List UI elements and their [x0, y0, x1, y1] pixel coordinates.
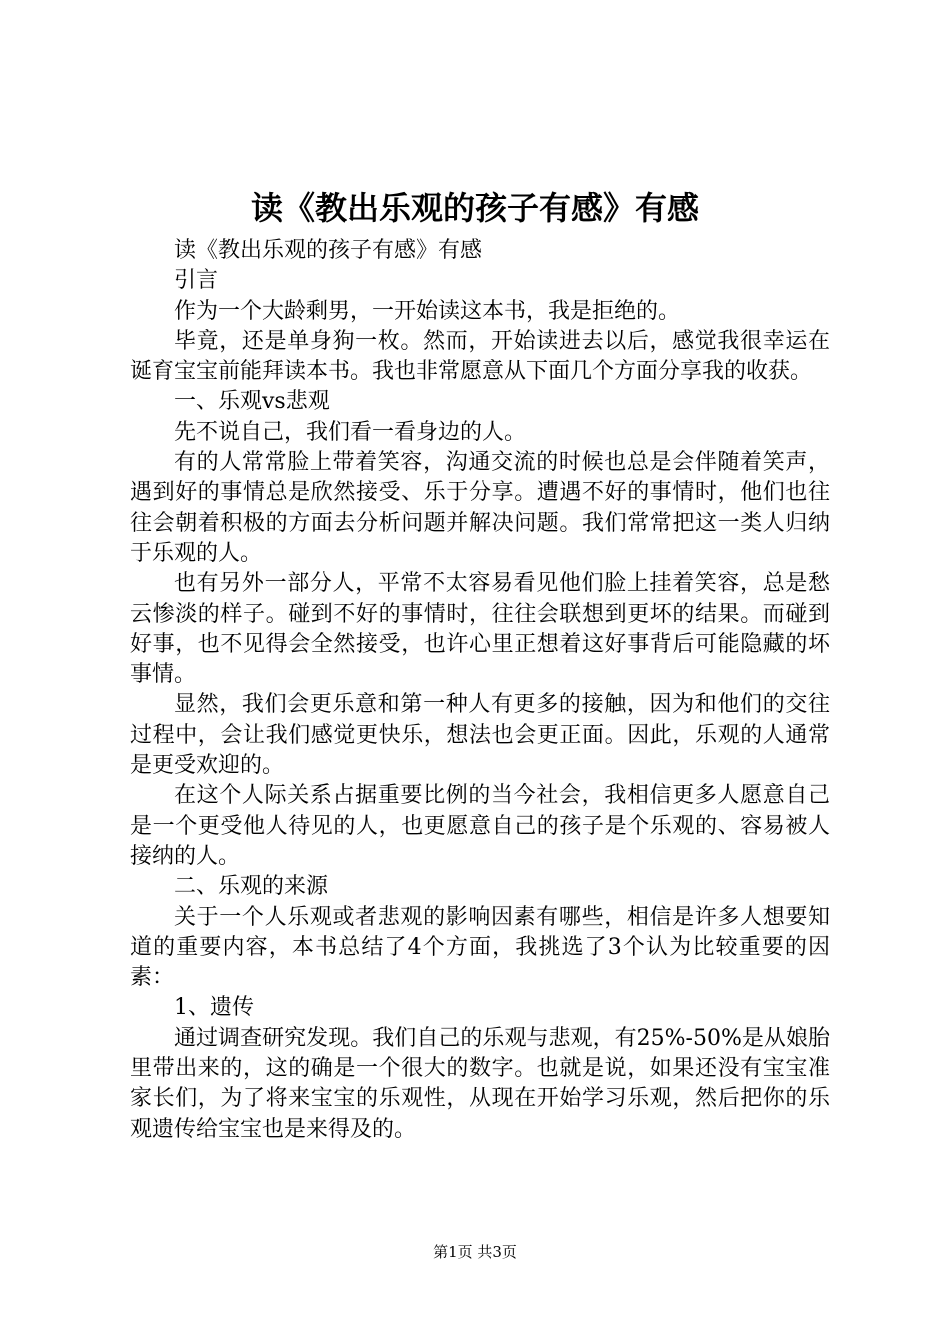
paragraph: 也有另外一部分人，平常不太容易看见他们脸上挂着笑容，总是愁云惨淡的样子。碰到不好的事情时，往往会联想到更坏的结果。而碰到好事，也不见得会全然接受，也许心里正想着这好事背后可能隐藏的坏事情。: [130, 571, 830, 688]
paragraph: 有的人常常脸上带着笑容，沟通交流的时候也总是会伴随着笑声，遇到好的事情总是欣然接受、乐于分享。遭遇不好的事情时，他们也往往会朝着积极的方面去分析问题并解决问题。我们常常把这一类人归纳于乐观的人。: [130, 450, 830, 566]
paragraph: 在这个人际关系占据重要比例的当今社会，我相信更多人愿意自己是一个更受他人待见的人，也更愿意自己的孩子是个乐观的、容易被人接纳的人。: [130, 783, 830, 869]
document-title: 读《教出乐观的孩子有感》有感: [250, 189, 699, 227]
paragraph: 关于一个人乐观或者悲观的影响因素有哪些，相信是许多人想要知道的重要内容，本书总结了4个方面，我挑选了3个认为比较重要的因素：: [130, 904, 830, 991]
paragraph: 显然，我们会更乐意和第一种人有更多的接触，因为和他们的交往过程中，会让我们感觉更快乐，想法也会更正面。因此，乐观的人通常是更受欢迎的。: [130, 692, 830, 779]
paragraph-heading-section-2: 二、乐观的来源: [174, 874, 329, 900]
paragraph-heading-subsection-1: 1、遗传: [174, 995, 254, 1021]
paragraph: 先不说自己，我们看一看身边的人。: [174, 419, 527, 445]
page-footer: 第1页 共3页: [433, 1243, 517, 1261]
paragraph-heading-intro: 引言: [174, 268, 219, 294]
paragraph-subtitle: 读《教出乐观的孩子有感》有感: [174, 238, 483, 263]
paragraph: 毕竟，还是单身狗一枚。然而，开始读进去以后，感觉我很幸运在诞育宝宝前能拜读本书。我也非常愿意从下面几个方面分享我的收获。: [130, 328, 830, 385]
paragraph-heading-section-1: 一、乐观vs悲观: [174, 389, 330, 415]
document-body: [130, 236, 830, 1145]
paragraph: 作为一个大龄剩男，一开始读这本书，我是拒绝的。: [174, 298, 681, 324]
paragraph: 通过调查研究发现。我们自己的乐观与悲观，有25%-50%是从娘胎里带出来的，这的确是一个很大的数字。也就是说，如果还没有宝宝准家长们，为了将来宝宝的乐观性，从现在开始学习乐观，然后把你的乐观遗传给宝宝也是来得及的。: [130, 1025, 830, 1142]
